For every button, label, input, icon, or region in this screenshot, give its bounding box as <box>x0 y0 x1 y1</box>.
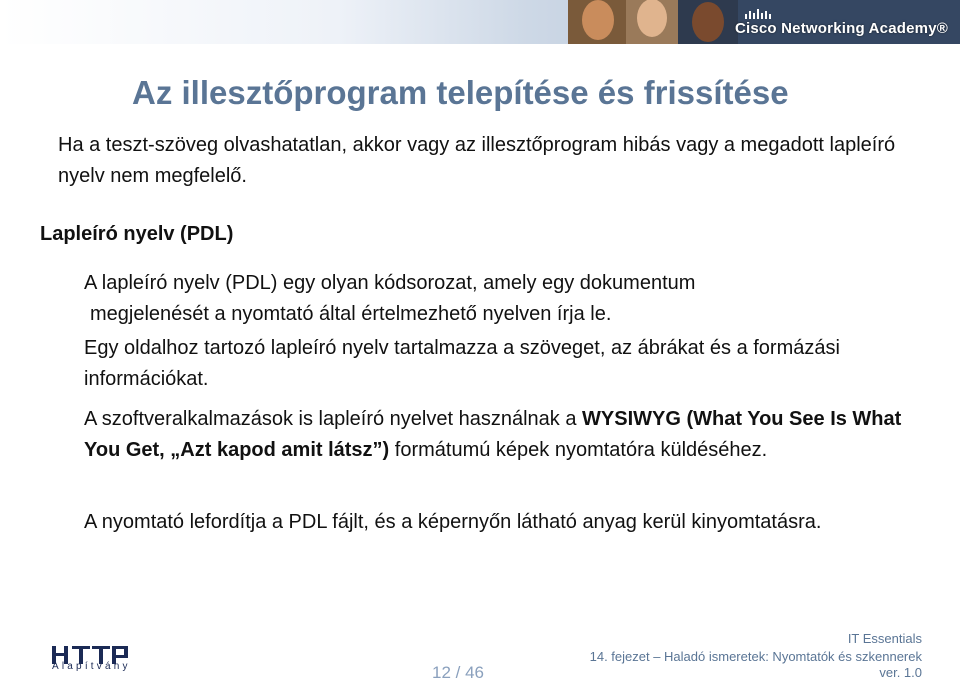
bullet-pdl-definition-line1: A lapleíró nyelv (PDL) egy olyan kódsorozat, amely egy dokumentum <box>84 272 696 294</box>
bullet-pdl-definition <box>84 268 864 330</box>
footer-chapter: 14. fejezet – Haladó ismeretek: Nyomtatók és szkennerek <box>589 649 922 664</box>
bullet-printer-translation: A nyomtató lefordítja a PDL fájlt, és a képernyőn látható anyag kerül kinyomtatásra. <box>84 511 822 533</box>
cisco-brand-text: Cisco Networking Academy® <box>734 20 948 37</box>
logo-subtitle: Alapítvány <box>52 661 131 672</box>
page-number: 12 / 46 <box>432 663 484 682</box>
footer-version: ver. 1.0 <box>879 665 922 680</box>
intro-paragraph: Ha a teszt-szöveg olvashatatlan, akkor vagy az illesztőprogram hibás vagy a megadott lapleíró nyelv nem megfelelő. <box>58 134 896 187</box>
footer-course: IT Essentials <box>847 631 922 646</box>
bullet-wysiwyg-text-start: A szoftveralkalmazások is lapleíró nyelvet használnak a <box>84 408 583 430</box>
bullet-pdl-definition-line2: megjelenését a nyomtató által értelmezhető nyelven írja le. <box>90 303 612 325</box>
bullet-wysiwyg-bold: WYSIWYG (What You See Is What You Get, „Azt kapod amit látsz”) <box>84 408 902 461</box>
slide-title: Az illesztőprogram telepítése és frissítése <box>132 74 789 111</box>
bullet-wysiwyg <box>84 404 904 466</box>
bullet-wysiwyg-text-end: formátumú képek nyomtatóra küldéséhez. <box>389 439 768 461</box>
header-photo-strip <box>568 0 960 44</box>
bullet-page-content: Egy oldalhoz tartozó lapleíró nyelv tartalmazza a szöveget, az ábrákat és a formázási információkat. <box>84 337 840 390</box>
section-heading: Lapleíró nyelv (PDL) <box>40 223 234 245</box>
cisco-bridge-icon <box>744 8 772 20</box>
